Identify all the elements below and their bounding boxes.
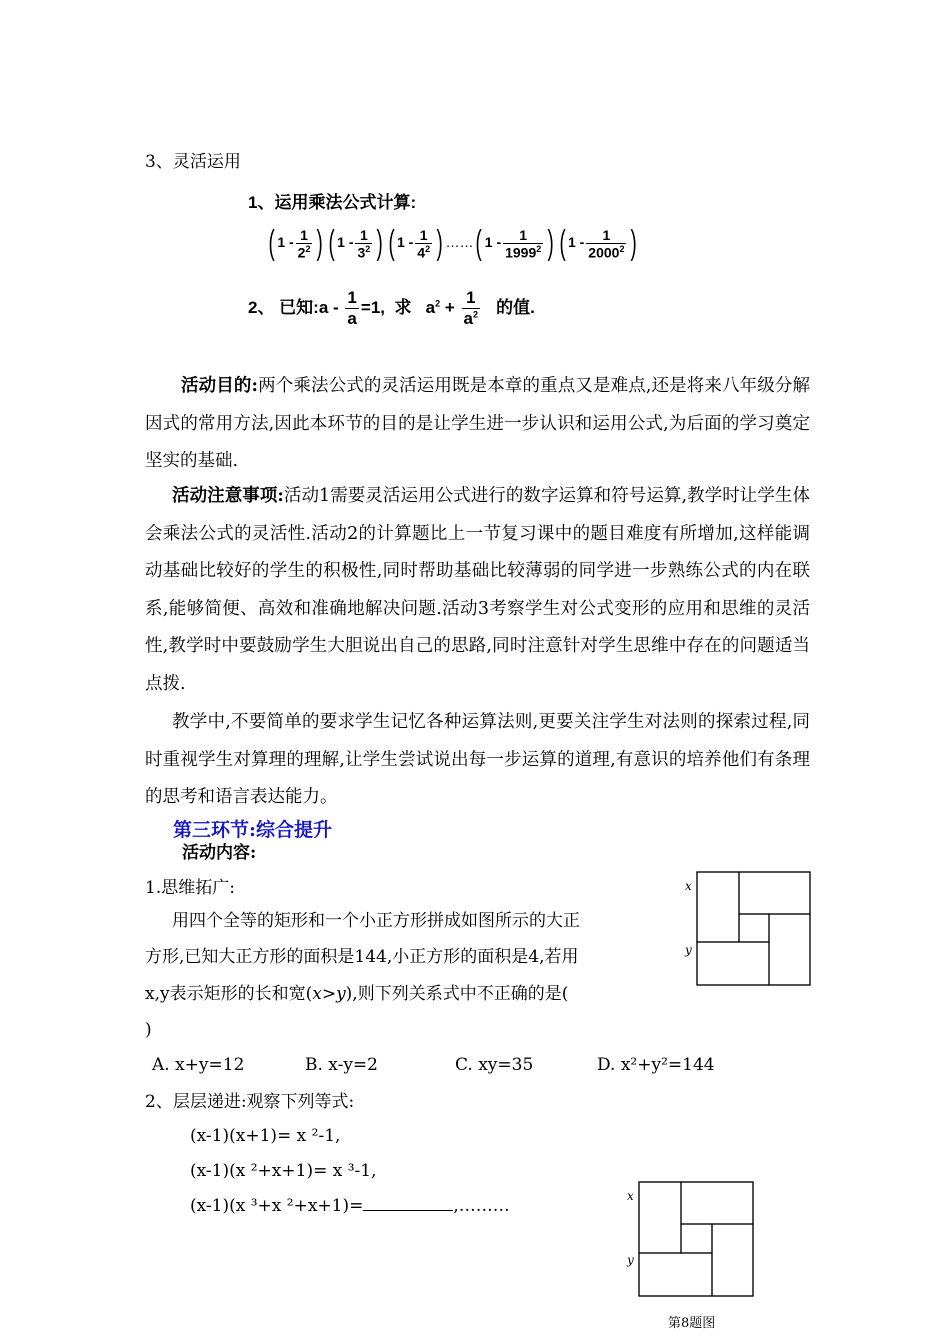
exp-2: 2 bbox=[435, 298, 441, 309]
q1-line4: ) bbox=[145, 1020, 152, 1040]
rect-bottom-left bbox=[697, 942, 769, 985]
problem2-tail: 的值. bbox=[496, 297, 535, 317]
problem2-eq: =1, bbox=[360, 297, 385, 317]
notes-label: 活动注意事项: bbox=[172, 486, 284, 506]
notes-text: 活动1需要灵活运用公式进行的数字运算和符号运算,教学时让学生体会乘法公式的灵活性.活动2的计算题比上一节复习课中的题目难度有所增加,这样能调动基础比较好的学生的积极性,同时帮助基础比较薄弱的同学进一步熟练公式的内在联系,能够简便、高效和准确地解决问题.活动3考察学生对公式变形的应用和思维的灵活性,教学时中要鼓励学生大胆说出自己的思路,同时注意针对学生思维中存在的问题适当点拨. bbox=[145, 486, 810, 694]
ellipsis: …… bbox=[445, 234, 474, 251]
factor-1: ( 1 - $\frac{1}{2^2}$ ) bbox=[268, 224, 324, 262]
section-title: 3、灵活运用 bbox=[145, 152, 241, 172]
problem2-label: 2、 已知: bbox=[248, 297, 319, 317]
activity-content-label: 活动内容: bbox=[182, 843, 257, 863]
factor-4: ( 1 - $\frac{1}{1999^2}$ ) bbox=[475, 224, 555, 262]
big-square-2 bbox=[639, 1182, 753, 1296]
q2-eq2: (x-1)(x ²+x+1)= x ³-1, bbox=[190, 1161, 377, 1181]
q2-title: 2、层层递进:观察下列等式: bbox=[145, 1092, 355, 1112]
problem2-a2: a bbox=[425, 297, 436, 317]
q2-eq1: (x-1)(x+1)= x ²-1, bbox=[190, 1126, 341, 1146]
square-figure-1 bbox=[680, 868, 815, 990]
rect2-top-right bbox=[681, 1182, 753, 1224]
problem2-plus: + bbox=[444, 297, 455, 317]
problem2-expr-a: a - bbox=[318, 297, 339, 317]
option-c: C. xy=35 bbox=[455, 1055, 534, 1075]
small-square-2 bbox=[681, 1224, 712, 1253]
purpose-label: 活动目的: bbox=[181, 376, 258, 396]
factor-3: ( 1 - $\frac{1}{4^2}$ ) bbox=[388, 224, 443, 262]
q1-title: 1.思维拓广: bbox=[145, 878, 235, 898]
label2-x: x bbox=[627, 1189, 634, 1203]
option-b: B. x-y=2 bbox=[305, 1055, 378, 1075]
purpose-paragraph bbox=[145, 368, 810, 481]
rect2-bottom-right bbox=[712, 1224, 753, 1296]
q1-line3-post: ),则下列关系式中不正确的是( bbox=[345, 984, 569, 1004]
factor-2: ( 1 - $\frac{1}{3^2}$ ) bbox=[328, 224, 384, 262]
answer-blank[interactable] bbox=[363, 1196, 453, 1211]
purpose-text: 两个乘法公式的灵活运用既是本章的重点又是难点,还是将来八年级分解因式的常用方法,因此本环节的目的是让学生进一步认识和运用公式,为后面的学习奠定坚实的基础. bbox=[145, 376, 811, 471]
label-x: x bbox=[685, 879, 692, 893]
q1-line1: 用四个全等的矩形和一个小正方形拼成如图所示的大正 bbox=[172, 911, 580, 931]
big-square bbox=[697, 872, 810, 985]
q1-line2: 方形,已知大正方形的面积是144,小正方形的面积是4,若用 bbox=[145, 947, 579, 967]
option-d: D. x²+y²=144 bbox=[597, 1055, 715, 1075]
q1-condition: x>y bbox=[312, 984, 346, 1004]
rect-top-right bbox=[739, 872, 810, 914]
figure-caption: 第8题图 bbox=[668, 1316, 716, 1331]
problem1-label: 1、运用乘法公式计算: bbox=[248, 193, 417, 212]
option-a: A. x+y=12 bbox=[152, 1055, 245, 1075]
rect-bottom-right bbox=[769, 914, 810, 985]
small-square bbox=[739, 914, 769, 942]
teaching-paragraph: 教学中,不要简单的要求学生记忆各种运算法则,更要关注学生对法则的探索过程,同时重视学生对算理的理解,让学生尝试说出每一步运算的道理,有意识的培养他们有条理的思考和语言表达能力。 bbox=[145, 712, 810, 807]
q2-eq3-post: ,……… bbox=[453, 1196, 510, 1216]
problem2-ask: 求 bbox=[394, 297, 412, 317]
problem2 bbox=[248, 288, 535, 329]
fraction-1-over-a2: $\frac{1}{a^2}$ bbox=[463, 288, 478, 328]
q2-eq3 bbox=[190, 1196, 510, 1216]
rect2-bottom-left bbox=[639, 1253, 712, 1296]
fraction-1-over-a: $\frac{1}{a}$ bbox=[347, 288, 357, 328]
label-y: y bbox=[685, 943, 692, 957]
problem1-expression bbox=[266, 224, 640, 263]
q2-eq3-pre: (x-1)(x ³+x ²+x+1)= bbox=[190, 1196, 364, 1216]
notes-paragraph bbox=[145, 478, 810, 703]
rect2-top-left bbox=[639, 1182, 681, 1253]
q1-line3-pre: x,y表示矩形的长和宽( bbox=[145, 984, 313, 1004]
label2-y: y bbox=[627, 1253, 634, 1267]
section-heading: 第三环节:综合提升 bbox=[173, 819, 333, 841]
square-figure-2 bbox=[622, 1178, 757, 1300]
q1-line3 bbox=[145, 984, 568, 1004]
rect-top-left bbox=[697, 872, 739, 942]
factor-5: ( 1 - $\frac{1}{2000^2}$ ) bbox=[559, 224, 638, 262]
